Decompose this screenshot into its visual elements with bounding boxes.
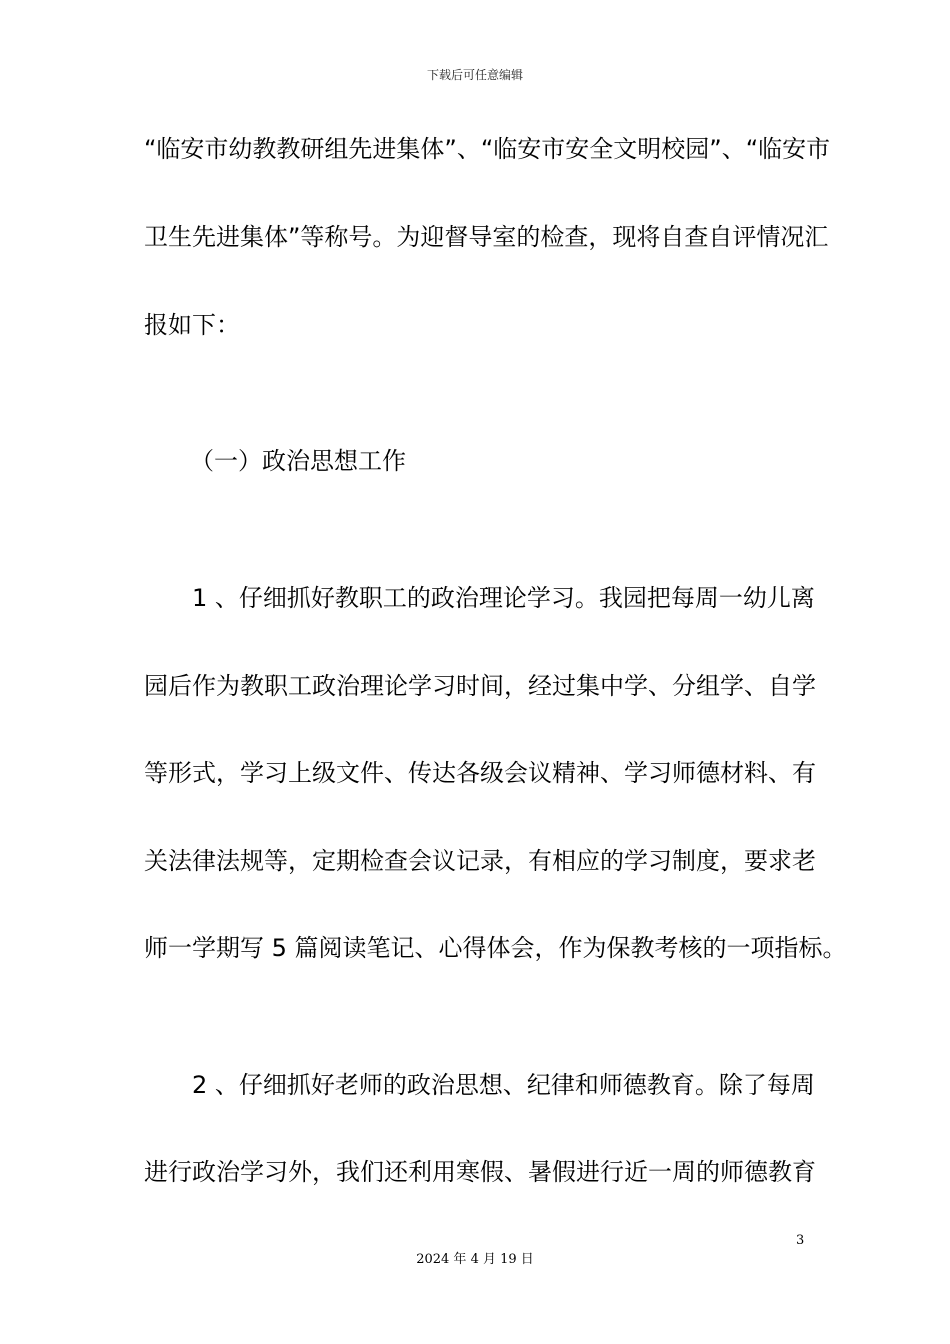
footer-date: 2024 年 4 月 19 日 <box>416 1252 534 1267</box>
section-heading: （一）政治思想工作 <box>190 447 406 475</box>
paragraph-line: 1 、仔细抓好教职工的政治理论学习。我园把每周一幼儿离 <box>192 584 815 612</box>
paragraph-line: 师一学期写 5 篇阅读笔记、心得体会，作为保教考核的一项指标。 <box>144 934 847 962</box>
page-header: 下载后可任意编辑 <box>426 68 523 82</box>
paragraph-line: “临安市幼教教研组先进集体”、“临安市安全文明校园”、“临安市 <box>144 135 831 163</box>
paragraph-line: 报如下： <box>144 311 240 339</box>
page-number: 3 <box>796 1233 805 1248</box>
paragraph-line: 等形式，学习上级文件、传达各级会议精神、学习师德材料、有 <box>144 759 816 787</box>
paragraph-line: 园后作为教职工政治理论学习时间，经过集中学、分组学、自学 <box>144 672 816 700</box>
paragraph-line: 2 、仔细抓好老师的政治思想、纪律和师德教育。除了每周 <box>192 1071 815 1099</box>
paragraph-line: 进行政治学习外，我们还利用寒假、暑假进行近一周的师德教育 <box>144 1158 816 1186</box>
paragraph-line: 卫生先进集体”等称号。为迎督导室的检查，现将自查自评情况汇 <box>144 223 829 251</box>
paragraph-line: 关法律法规等，定期检查会议记录，有相应的学习制度，要求老 <box>144 847 816 875</box>
